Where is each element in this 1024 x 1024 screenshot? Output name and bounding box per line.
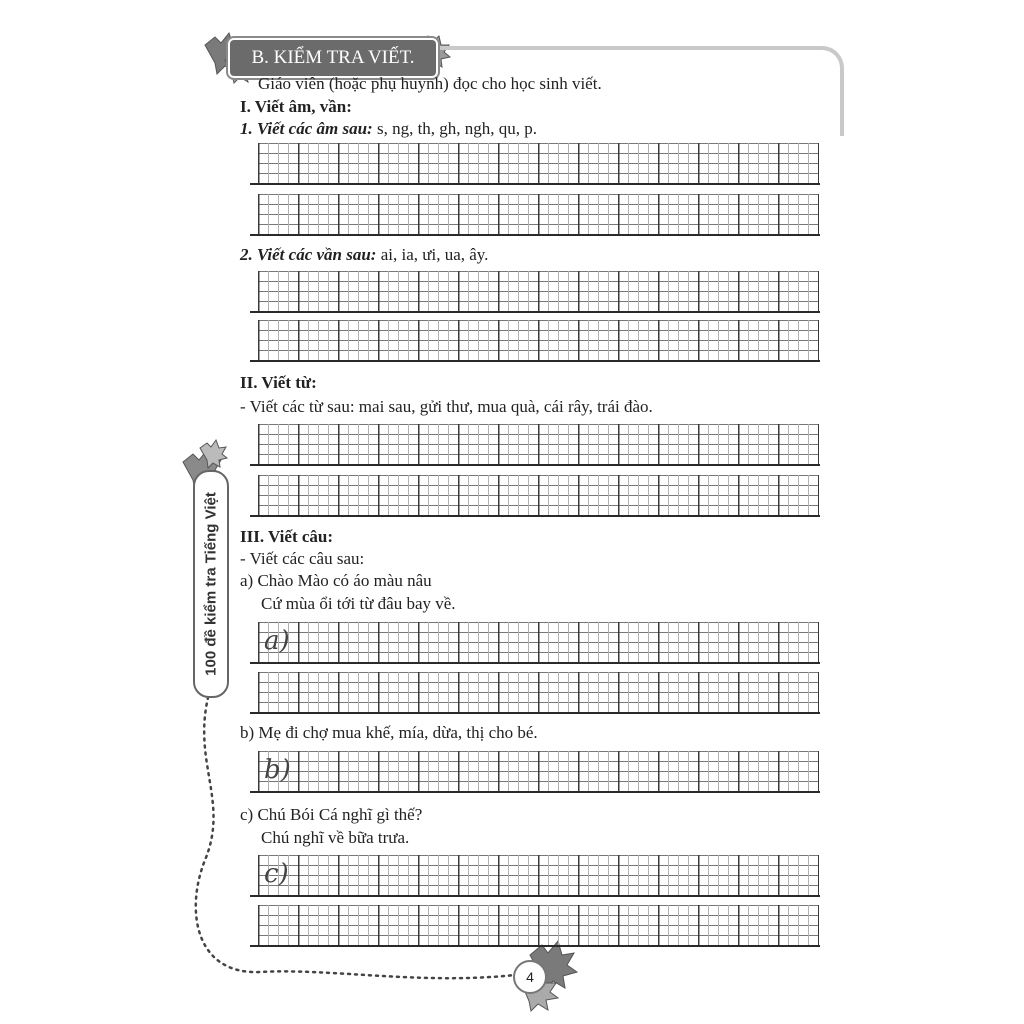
writing-grid[interactable] [258,320,819,360]
writing-grid[interactable] [258,143,819,183]
sentence-c-line2: Chú nghĩ về bữa trưa. [261,828,410,847]
book-title-text: 100 đề kiểm tra Tiếng Việt [202,492,220,676]
part1-q1 [240,119,537,139]
part1-q1-label: 1. Viết các âm sau: [240,119,373,138]
part1-q2 [240,245,488,265]
writing-grid-c[interactable] [258,855,819,895]
part1-q2-label: 2. Viết các vần sau: [240,245,377,264]
part3-heading: III. Viết câu: [240,527,334,546]
section-title-badge: B. KIỂM TRA VIẾT. [228,38,438,78]
handwritten-a-mark: a) [264,626,290,656]
part2-heading: II. Viết từ: [240,373,317,392]
writing-grid[interactable] [258,424,819,464]
handwritten-b-mark: b) [264,755,291,785]
page-number: 4 [513,960,547,994]
sentence-a-line1: a) Chào Mào có áo màu nâu [240,571,432,590]
sentence-b-line1: b) Mẹ đi chợ mua khế, mía, dừa, thị cho bé. [240,723,538,742]
writing-grid[interactable] [258,271,819,311]
writing-grid[interactable] [258,672,819,712]
part2-instruction: - Viết các từ sau: mai sau, gửi thư, mua quà, cái rây, trái đào. [240,397,653,416]
writing-grid[interactable] [258,475,819,515]
part1-q1-content: s, ng, th, gh, ngh, qu, p. [372,119,538,138]
part3-instruction: - Viết các câu sau: [240,549,365,568]
writing-grid-b[interactable] [258,751,819,791]
writing-grid-a[interactable] [258,622,819,662]
handwritten-c-mark: c) [264,859,289,889]
sentence-c-line1: c) Chú Bói Cá nghĩ gì thế? [240,805,423,824]
intro-text: Giáo viên (hoặc phụ huynh) đọc cho học sinh viết. [258,74,602,93]
part1-heading: I. Viết âm, vần: [240,97,352,116]
part1-q2-content: ai, ia, ưi, ua, ây. [376,245,489,264]
writing-grid[interactable] [258,905,819,945]
writing-grid[interactable] [258,194,819,234]
sentence-a-line2: Cứ mùa ổi tới từ đâu bay về. [261,594,456,613]
book-title-side-label [193,470,229,698]
